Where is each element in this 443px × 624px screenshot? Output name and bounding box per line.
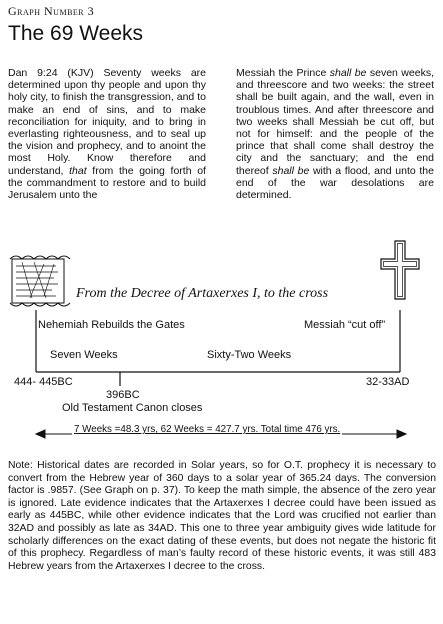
timeline-subtitle: From the Decree of Artaxerxes I, to the cross [76, 286, 329, 301]
scripture-italic: shall be [329, 67, 367, 79]
period-seven-label: Seven Weeks [50, 349, 118, 361]
event-messiah-label: Messiah “cut off” [304, 319, 386, 331]
scripture-italic: shall be [272, 164, 310, 177]
cross-icon [381, 241, 419, 299]
scripture-text: with a flood, and unto the end of the war desolations are determined. [236, 164, 434, 202]
graph-number: Graph Number 3 [8, 4, 95, 18]
scroll-decree-icon [10, 256, 70, 306]
scripture-italic: that [69, 164, 87, 177]
date-start-label: 444- 445BC [14, 376, 73, 388]
total-time-label: 7 Weeks =48.3 yrs, 62 Weeks = 427.7 yrs. Total time 476 yrs. [74, 424, 341, 435]
page-title: The 69 Weeks [8, 22, 144, 45]
footnote: Note: Historical dates are recorded in Solar years, so for O.T. prophecy it is necessary to convert from the Hebrew year of 360 days to a solar year of 365.24 days. The conversion factor is .9857. (See Graph on p. 37). To keep the math simple, the absence of the zero year is ignored. Late evidence indicates that the Artaxerxes I decree could have been issued as early as 445BC, while other evidence indicates that the Lord was crucified not earlier than 32AD and possibly as late as 34AD. This one to three year ambiguity gives wide latitude for scholarly differences on the exact dating of these events, but does not negate the historic fit of this prophecy. Regardless of man’s faulty record of these historic events, it was still 483 Hebrew years from the Artaxerxes I decree to the cross. [8, 460, 436, 572]
scripture-text: from the going forth of the commandment to restore and to build Jerusalem unto the [8, 164, 206, 202]
period-sixty-two-label: Sixty-Two Weeks [207, 349, 292, 361]
scripture-text: seven weeks, and threescore and two weeks: the street shall be built again, and the wall, even in troublous times. And after threescore and two weeks shall Messiah be cut off, but not for himself: and the people of the prince that shall come shall destroy the city and the sanctuary; and the end thereof [236, 67, 434, 177]
date-mid-caption: Old Testament Canon closes [62, 402, 203, 414]
date-mid-label: 396BC [106, 389, 140, 401]
scripture-text: Messiah the Prince [236, 67, 330, 79]
date-end-label: 32-33AD [366, 376, 410, 388]
event-gates-label: Nehemiah Rebuilds the Gates [38, 319, 185, 331]
scripture-text: Dan 9:24 (KJV) Seventy weeks are determined upon thy people and upon thy holy city, to finish the transgression, and to make an end of sins, and to make reconciliation for iniquity, and to bring in everlasting righteousness, and to seal up the vision and prophecy, and to anoint the most Holy. Know therefore and understand, [8, 67, 206, 177]
